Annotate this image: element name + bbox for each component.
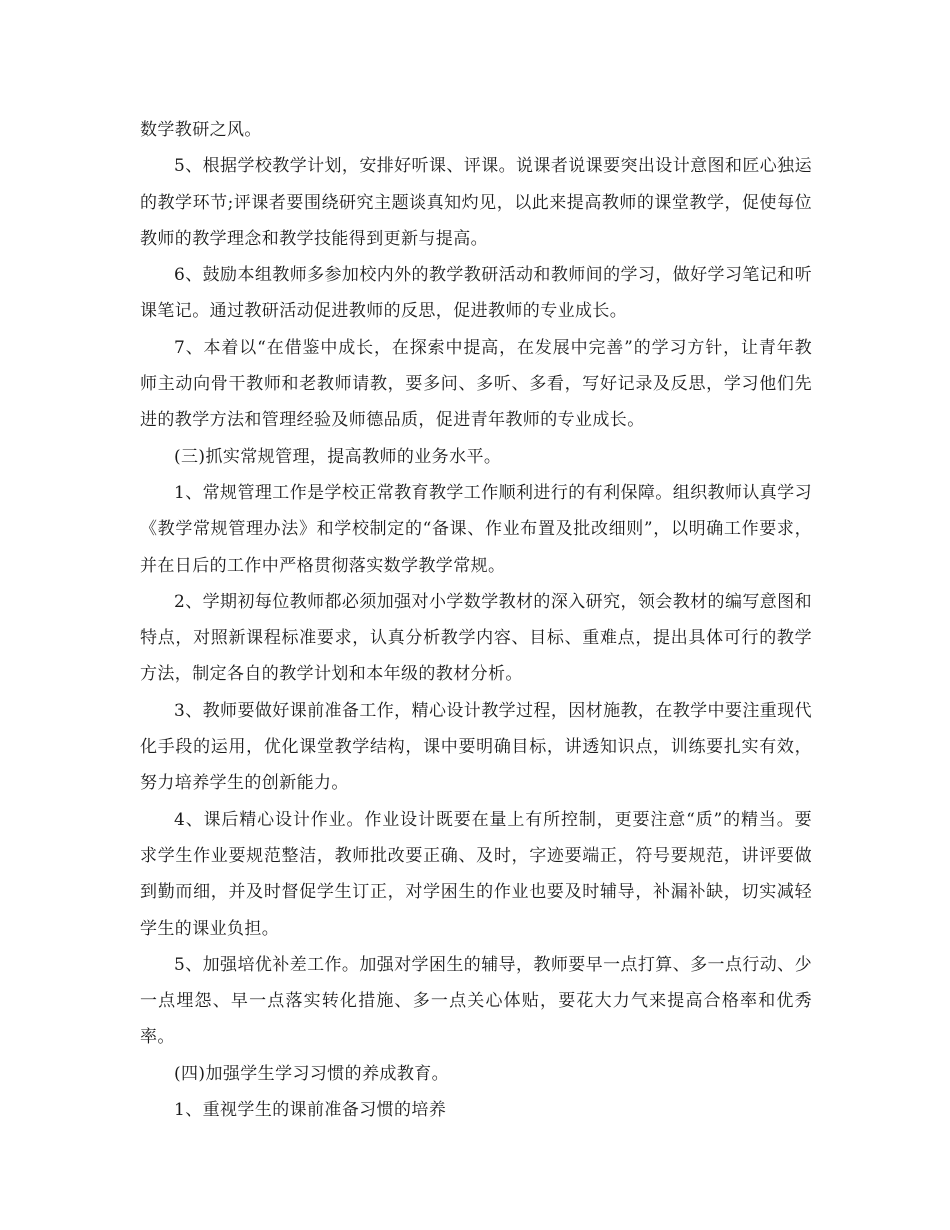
paragraph-item-4-homework: 4、课后精心设计作业。作业设计既要在量上有所控制，更要注意“质”的精当。要求学生作业要规范整洁，教师批改要正确、及时，字迹要端正，符号要规范，讲评要做到勤而细，并及时督促学生订正，对学困生的作业也要及时辅导，补漏补缺，切实减轻学生的课业负担。 <box>140 809 812 939</box>
paragraph-item-5-lesson-review: 5、根据学校教学计划，安排好听课、评课。说课者说课要突出设计意图和匠心独运的教学环节;评课者要围绕研究主题谈真知灼见，以此来提高教师的课堂教学，促使每位教师的教学理念和教学技能得到更新与提高。 <box>140 156 812 249</box>
paragraph-item-3-lesson-prep: 3、教师要做好课前准备工作，精心设计教学过程，因材施教，在教学中要注重现代化手段的运用，优化课堂教学结构，课中要明确目标，讲透知识点，训练要扎实有效，努力培养学生的创新能力。 <box>140 700 812 794</box>
section-heading-3: (三)抓实常规管理，提高教师的业务水平。 <box>174 446 502 467</box>
paragraph-item-2-textbook-study: 2、学期初每位教师都必须加强对小学数学教材的深入研究，领会教材的编写意图和特点，对照新课程标准要求，认真分析教学内容、目标、重难点，提出具体可行的教学方法，制定各自的教学计划和本年级的教材分析。 <box>140 591 812 685</box>
paragraph-item-5-tutoring: 5、加强培优补差工作。加强对学困生的辅导，教师要早一点打算、多一点行动、少一点埋怨、早一点落实转化措施、多一点关心体贴，要花大力气来提高合格率和优秀率。 <box>140 954 812 1048</box>
paragraph-item-6-teaching-research: 6、鼓励本组教师多参加校内外的教学教研活动和教师间的学习，做好学习笔记和听课笔记。通过教研活动促进教师的反思，促进教师的专业成长。 <box>140 265 812 322</box>
section-heading-4: (四)加强学生学习习惯的养成教育。 <box>174 1063 450 1084</box>
paragraph-item-7-young-teachers: 7、本着以“在借鉴中成长，在探索中提高，在发展中完善”的学习方针，让青年教师主动向骨干教师和老教师请教，要多问、多听、多看，写好记录及反思，学习他们先进的教学方法和管理经验及师德品质，促进青年教师的专业成长。 <box>140 337 812 431</box>
document-body <box>140 112 812 1128</box>
paragraph-item-1-routine-management: 1、常规管理工作是学校正常教育教学工作顺利进行的有利保障。组织教师认真学习《教学常规管理办法》和学校制定的“备课、作业布置及批改细则”，以明确工作要求，并在日后的工作中严格贯彻落实数学教学常规。 <box>140 482 812 576</box>
paragraph-item-1-preparation-habits: 1、重视学生的课前准备习惯的培养 <box>174 1100 447 1121</box>
paragraph-continuation: 数学教研之风。 <box>140 120 262 140</box>
